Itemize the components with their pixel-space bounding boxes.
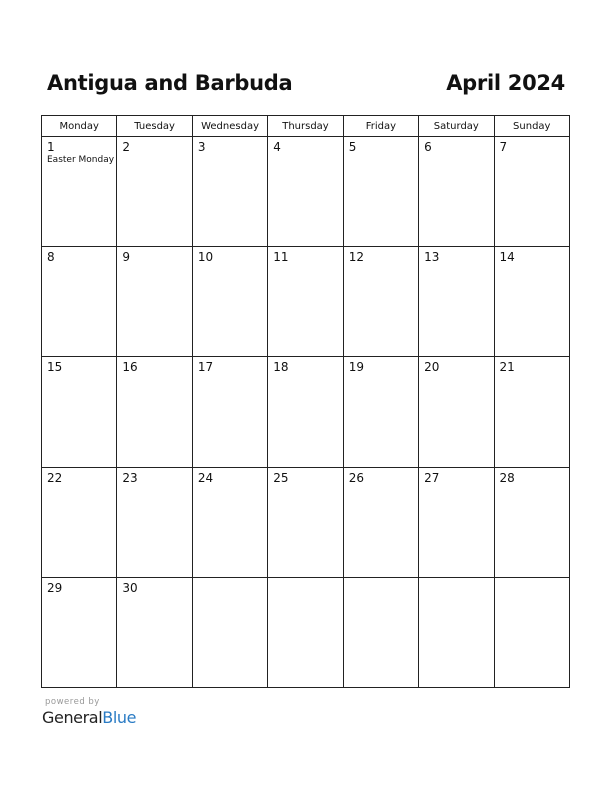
week-row: [42, 247, 570, 357]
day-cell: [192, 357, 267, 467]
day-number: [495, 578, 569, 581]
day-number: 16: [122, 360, 138, 375]
day-cell: [117, 137, 192, 247]
day-number: 1: [47, 140, 55, 154]
day-number: 21: [499, 360, 515, 375]
day-cell: [192, 577, 267, 687]
logo-general: General: [42, 708, 103, 727]
day-cell: [117, 577, 192, 687]
day-cell: [343, 577, 418, 687]
day-cell: [419, 357, 494, 467]
day-cell: [419, 247, 494, 357]
day-cell: [494, 357, 569, 467]
day-cell: [192, 247, 267, 357]
day-cell: [343, 357, 418, 467]
day-number: 30: [122, 580, 138, 595]
day-number: 14: [499, 250, 515, 265]
day-number: [268, 578, 342, 581]
holiday-label: Easter Monday: [47, 155, 115, 165]
day-number: 11: [273, 250, 289, 265]
day-cell: [494, 577, 569, 687]
day-number: 13: [424, 250, 440, 265]
day-number: [193, 578, 267, 581]
day-cell: [268, 247, 343, 357]
weekday-wednesday: Wednesday: [192, 116, 267, 137]
day-cell: [117, 357, 192, 467]
day-cell: [268, 137, 343, 247]
day-number: 24: [197, 470, 214, 485]
day-number: 29: [47, 580, 63, 595]
day-number: 7: [499, 140, 508, 154]
day-number: 26: [348, 470, 364, 485]
day-cell: [343, 137, 418, 247]
weekday-header-row: [42, 116, 570, 137]
day-number: 27: [424, 470, 440, 485]
day-cell: [192, 137, 267, 247]
day-cell: [343, 467, 418, 577]
day-number: 12: [348, 250, 364, 265]
day-cell: [494, 137, 569, 247]
calendar-grid: [41, 115, 570, 688]
day-cell: [42, 577, 117, 687]
day-number: [344, 578, 418, 581]
day-cell: [117, 247, 192, 357]
week-row: [42, 467, 570, 577]
day-number: 22: [47, 470, 63, 485]
day-number: 23: [122, 470, 138, 485]
day-number: 20: [424, 360, 440, 375]
month-year-title: April 2024: [446, 71, 565, 95]
weekday-monday: Monday: [42, 116, 117, 137]
week-row: [42, 577, 570, 687]
day-cell: [42, 357, 117, 467]
weekday-tuesday: Tuesday: [117, 116, 192, 137]
day-number: 17: [197, 360, 214, 375]
country-title: Antigua and Barbuda: [47, 71, 293, 95]
week-row: [42, 137, 570, 247]
day-number: 28: [499, 470, 515, 485]
powered-by-label: powered by: [45, 697, 100, 707]
day-cell: [117, 467, 192, 577]
day-number: 15: [47, 360, 63, 375]
day-number: 19: [348, 360, 364, 375]
day-number: 18: [273, 360, 289, 375]
day-cell: [343, 247, 418, 357]
day-cell: [192, 467, 267, 577]
day-cell: [268, 357, 343, 467]
day-cell: [42, 247, 117, 357]
generalblue-logo: [42, 708, 136, 727]
week-row: [42, 357, 570, 467]
day-cell: [419, 577, 494, 687]
weekday-friday: Friday: [343, 116, 418, 137]
day-number: 3: [197, 140, 206, 154]
day-cell: [268, 467, 343, 577]
weekday-saturday: Saturday: [419, 116, 494, 137]
day-cell: [42, 137, 117, 247]
day-cell: [42, 467, 117, 577]
day-cell: [419, 467, 494, 577]
day-number: 4: [273, 140, 281, 154]
day-number: 9: [122, 250, 131, 265]
day-number: 25: [273, 470, 289, 485]
day-number: 8: [47, 250, 55, 265]
weekday-sunday: Sunday: [494, 116, 569, 137]
day-number: 10: [197, 250, 214, 265]
day-cell: [419, 137, 494, 247]
logo-blue: Blue: [102, 708, 137, 727]
day-cell: [494, 467, 569, 577]
day-number: 6: [424, 140, 432, 154]
weekday-thursday: Thursday: [268, 116, 343, 137]
day-number: 5: [348, 140, 357, 154]
day-number: [419, 578, 493, 581]
day-cell: [268, 577, 343, 687]
day-cell: [494, 247, 569, 357]
day-number: 2: [122, 140, 131, 154]
